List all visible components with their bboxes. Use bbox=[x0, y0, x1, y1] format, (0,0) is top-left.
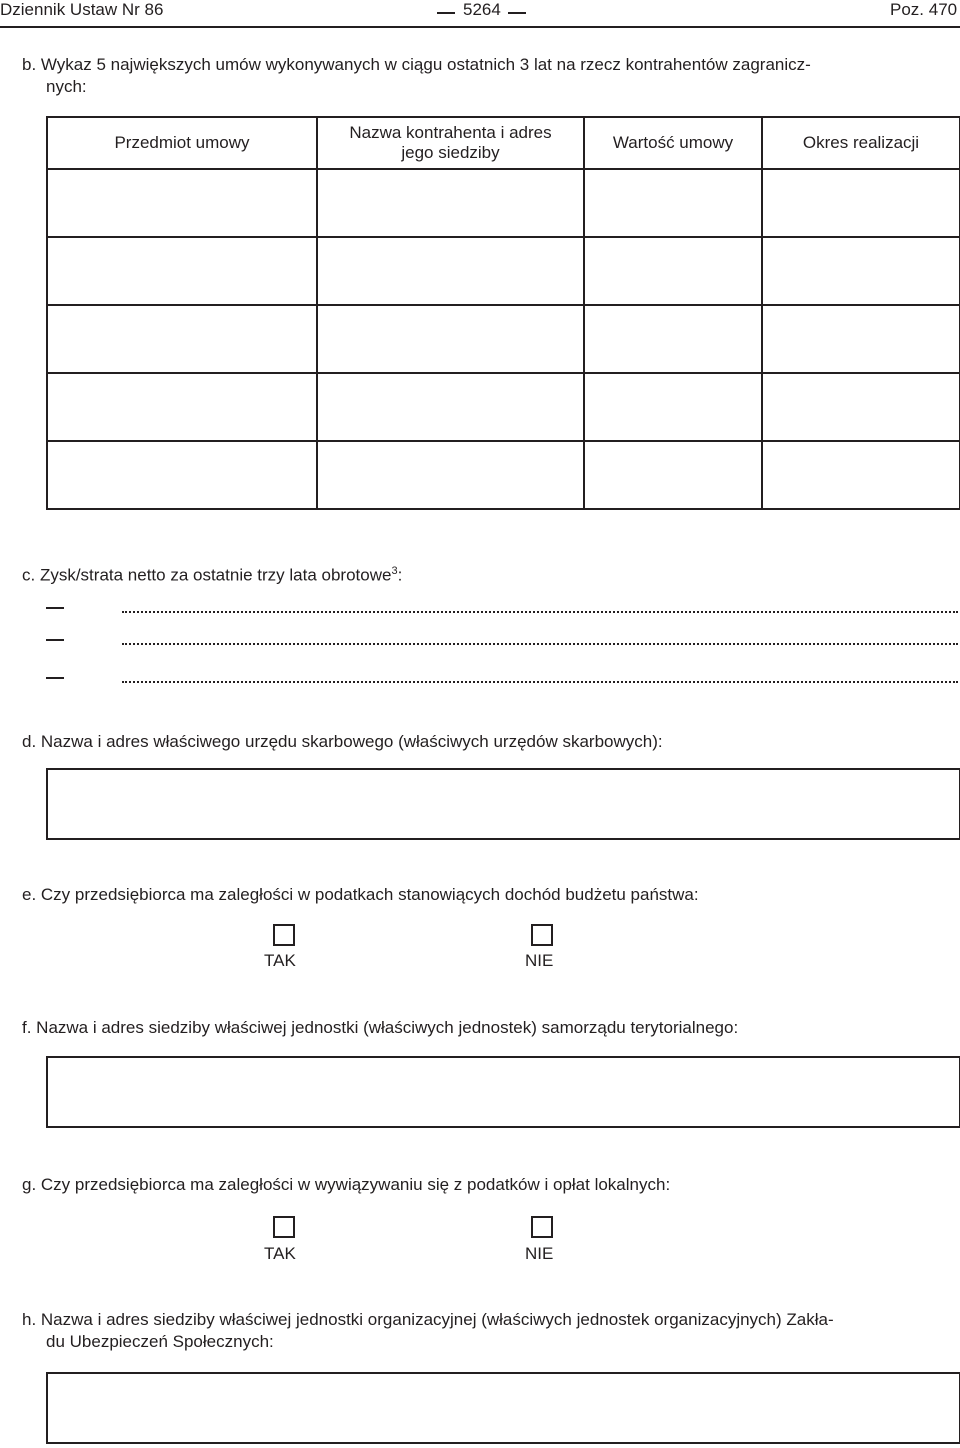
tax-arrears-yes-checkbox[interactable] bbox=[273, 924, 295, 946]
section-d-title: d. Nazwa i adres właściwego urzędu skarbowego (właściwych urzędów skarbowych): bbox=[22, 732, 663, 751]
dotted-line bbox=[122, 611, 958, 613]
tax-office-field[interactable] bbox=[46, 768, 960, 840]
tax-arrears-no-label: NIE bbox=[525, 951, 554, 970]
dash-left bbox=[437, 12, 455, 14]
table-cell[interactable] bbox=[47, 237, 317, 305]
local-fees-yes-label: TAK bbox=[264, 1244, 296, 1263]
tax-arrears-yes-label: TAK bbox=[264, 951, 296, 970]
line-dash bbox=[46, 607, 64, 609]
table-cell[interactable] bbox=[47, 305, 317, 373]
table-row bbox=[47, 305, 960, 373]
table-cell[interactable] bbox=[584, 441, 762, 509]
social-insurance-field[interactable] bbox=[46, 1372, 960, 1444]
profit-line-2[interactable] bbox=[46, 628, 958, 650]
table-cell[interactable] bbox=[317, 237, 584, 305]
page-number: 5264 bbox=[463, 0, 501, 19]
column-header-period: Okres realizacji bbox=[762, 117, 960, 169]
table-cell[interactable] bbox=[317, 305, 584, 373]
table-header-row bbox=[47, 117, 960, 169]
table-row bbox=[47, 373, 960, 441]
table-cell[interactable] bbox=[317, 169, 584, 237]
profit-line-1[interactable] bbox=[46, 596, 958, 618]
section-c-title-text: c. Zysk/strata netto za ostatnie trzy lata obrotowe bbox=[22, 565, 392, 585]
section-c-title-colon: : bbox=[397, 565, 403, 585]
header-rule bbox=[0, 26, 960, 28]
table-cell[interactable] bbox=[762, 237, 960, 305]
section-b-title-cont: nych: bbox=[46, 77, 87, 96]
contracts-table bbox=[46, 116, 960, 510]
line-dash bbox=[46, 639, 64, 641]
table-cell[interactable] bbox=[47, 373, 317, 441]
table-cell[interactable] bbox=[762, 305, 960, 373]
section-e-title: e. Czy przedsiębiorca ma zaległości w podatkach stanowiących dochód budżetu państwa: bbox=[22, 885, 699, 904]
local-government-field[interactable] bbox=[46, 1056, 960, 1128]
local-fees-no-label: NIE bbox=[525, 1244, 554, 1263]
tax-arrears-no-checkbox[interactable] bbox=[531, 924, 553, 946]
dotted-line bbox=[122, 643, 958, 645]
section-g-title: g. Czy przedsiębiorca ma zaległości w wywiązywaniu się z podatków i opłat lokalnych: bbox=[22, 1175, 671, 1194]
column-header-contractor-line2: jego siedziby bbox=[401, 143, 500, 162]
section-f-title: f. Nazwa i adres siedziby właściwej jednostki (właściwych jednostek) samorządu terytorialnego: bbox=[22, 1018, 739, 1037]
table-cell[interactable] bbox=[317, 373, 584, 441]
profit-line-3[interactable] bbox=[46, 666, 958, 688]
column-header-value: Wartość umowy bbox=[584, 117, 762, 169]
local-fees-no-checkbox[interactable] bbox=[531, 1216, 553, 1238]
section-h-title-cont: du Ubezpieczeń Społecznych: bbox=[46, 1332, 274, 1351]
table-cell[interactable] bbox=[584, 305, 762, 373]
table-cell[interactable] bbox=[47, 441, 317, 509]
column-header-contractor bbox=[317, 117, 584, 169]
table-row bbox=[47, 441, 960, 509]
table-cell[interactable] bbox=[584, 373, 762, 441]
table-row bbox=[47, 169, 960, 237]
table-cell[interactable] bbox=[47, 169, 317, 237]
table-cell[interactable] bbox=[317, 441, 584, 509]
position-number: Poz. 470 bbox=[890, 0, 958, 19]
line-dash bbox=[46, 677, 64, 679]
footnote-marker: 3 bbox=[391, 565, 398, 577]
journal-title: Dziennik Ustaw Nr 86 bbox=[0, 0, 164, 19]
table-cell[interactable] bbox=[584, 169, 762, 237]
section-c-title bbox=[22, 560, 402, 587]
table-cell[interactable] bbox=[762, 373, 960, 441]
section-h-title: h. Nazwa i adres siedziby właściwej jednostki organizacyjnej (właściwych jednostek organizacyjnych) Zakła- bbox=[22, 1310, 834, 1329]
dotted-line bbox=[122, 681, 958, 683]
dash-right bbox=[508, 12, 526, 14]
table-cell[interactable] bbox=[762, 169, 960, 237]
section-b-title: b. Wykaz 5 największych umów wykonywanych w ciągu ostatnich 3 lat na rzecz kontrahentów zagranicz- bbox=[22, 55, 811, 74]
table-cell[interactable] bbox=[584, 237, 762, 305]
column-header-subject: Przedmiot umowy bbox=[47, 117, 317, 169]
table-cell[interactable] bbox=[762, 441, 960, 509]
local-fees-yes-checkbox[interactable] bbox=[273, 1216, 295, 1238]
column-header-contractor-line1: Nazwa kontrahenta i adres bbox=[349, 123, 552, 142]
table-row bbox=[47, 237, 960, 305]
